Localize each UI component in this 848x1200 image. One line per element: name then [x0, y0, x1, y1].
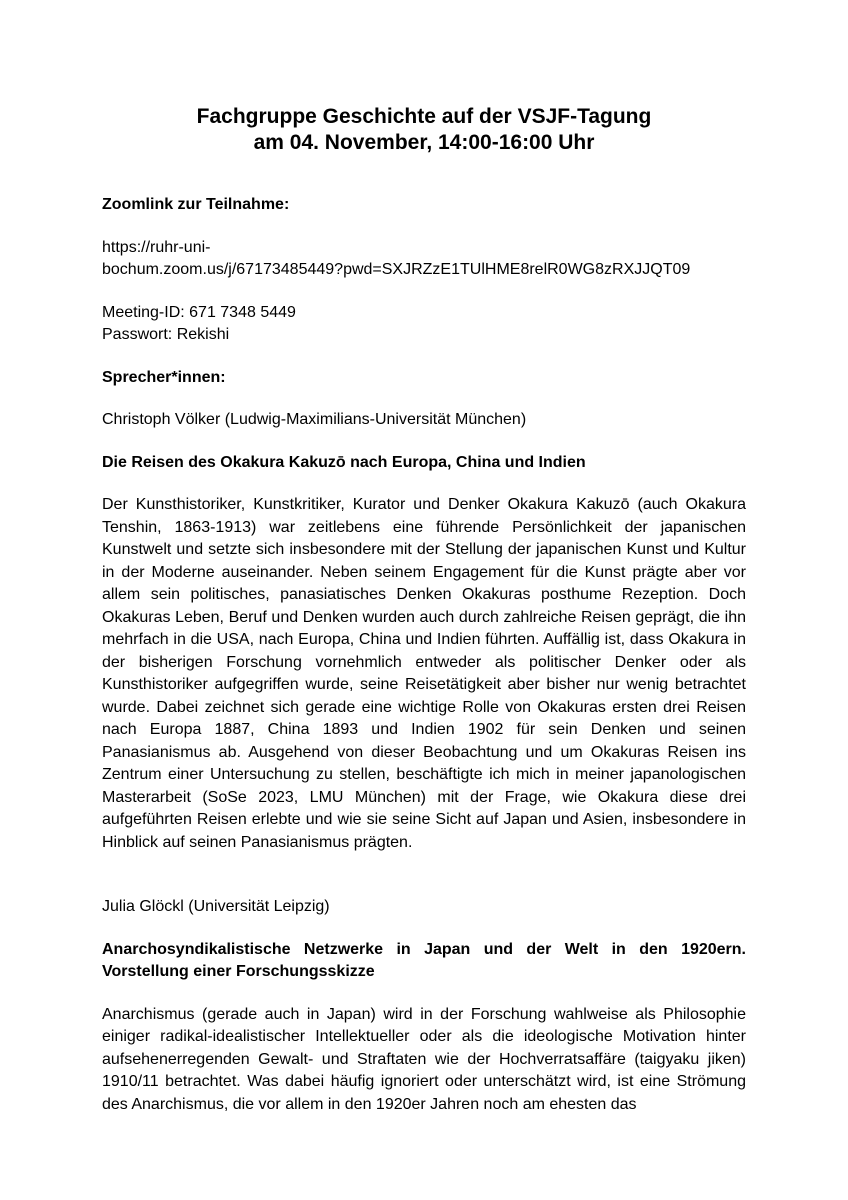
document-page	[102, 104, 746, 1116]
zoom-url-part-2[interactable]: bochum.zoom.us/j/67173485449?pwd=SXJRZzE1TUlHME8relR0WG8zRXJJQT09	[102, 261, 691, 278]
talk-2-title: Anarchosyndikalistische Netzwerke in Japan und der Welt in den 1920ern. Vorstellung einer Forschungsskizze	[102, 940, 746, 980]
meeting-password: Passwort: Rekishi	[102, 326, 230, 343]
title-line-1: Fachgruppe Geschichte auf der VSJF-Tagung	[196, 105, 652, 128]
speaker-2-name: Julia Glöckl (Universität Leipzig)	[102, 898, 330, 915]
speakers-heading: Sprecher*innen:	[102, 368, 226, 386]
zoom-link-label: Zoomlink zur Teilnahme:	[102, 196, 290, 213]
speaker-1-name: Christoph Völker (Ludwig-Maximilians-Universität München)	[102, 411, 527, 428]
talk-1-title: Die Reisen des Okakura Kakuzō nach Europa, China und Indien	[102, 453, 586, 471]
talk-2-abstract: Anarchismus (gerade auch in Japan) wird in der Forschung wahlweise als Philosophie einiger radikal-idealistischer Intellektueller oder als die ideologische Motivation hinter aufsehenerregenden Gewalt- und Straftaten wie der Hochverratsaffäre (taigyaku jiken) 1910/11 betrachtet. Was dabei häufig ignoriert oder unterschätzt wird, ist eine Strömung des Anarchismus, die vor allem in den 1920er Jahren noch am ehesten das	[102, 1005, 746, 1113]
meeting-info	[102, 302, 746, 347]
page-title	[102, 104, 746, 156]
title-line-2: am 04. November, 14:00-16:00 Uhr	[253, 131, 595, 154]
zoom-url-part-1[interactable]: https://ruhr-uni-	[102, 238, 211, 256]
talk-1-abstract: Der Kunsthistoriker, Kunstkritiker, Kurator und Denker Okakura Kakuzō (auch Okakura Tenshin, 1863-1913) war zeitlebens eine führende Persönlichkeit der japanischen Kunstwelt und setzte sich insbesondere mit der Stellung der japanischen Kunst und Kultur in der Moderne auseinander. Neben seinem Engagement für die Kunst prägte aber vor allem sein politisches, panasiatisches Denken Okakuras posthume Rezeption. Doch Okakuras Leben, Beruf und Denken wurden auch durch zahlreiche Reisen geprägt, die ihn mehrfach in die USA, nach Europa, China und Indien führten. Auffällig ist, dass Okakura in der bisherigen Forschung vornehmlich entweder als politischer Denker oder als Kunsthistoriker aufgegriffen wurde, seine Reisetätigkeit aber bisher nur wenig betrachtet wurde. Dabei zeichnet sich gerade eine wichtige Rolle von Okakuras ersten drei Reisen nach Europa 1887, China 1893 und Indien 1902 für sein Denken und seinen Panasianismus ab. Ausgehend von dieser Beobachtung und um Okakuras Reisen ins Zentrum einer Untersuchung zu stellen, beschäftigte ich mich in meiner japanologischen Masterarbeit (SoSe 2023, LMU München) mit der Frage, wie Okakura diese drei aufgeführten Reisen erlebte und wie sie seine Sicht auf Japan und Asien, insbesondere in Hinblick auf seinen Panasianismus prägten.	[102, 496, 746, 851]
meeting-id: Meeting-ID: 671 7348 5449	[102, 303, 296, 321]
zoom-link-url[interactable]	[102, 237, 746, 282]
